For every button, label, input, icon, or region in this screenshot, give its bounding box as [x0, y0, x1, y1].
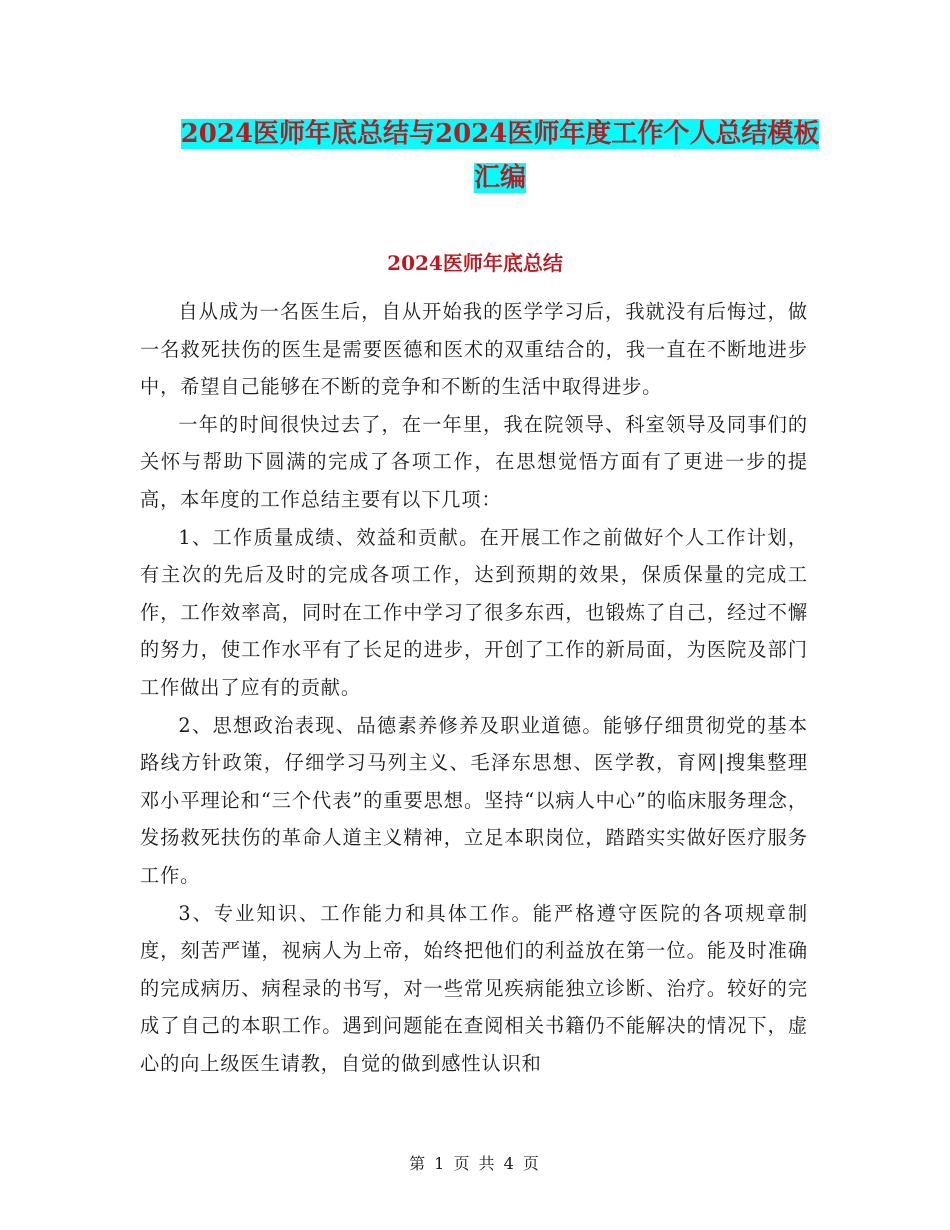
section-title: 2024医师年底总结 — [387, 251, 563, 275]
document-title-line-2: 汇编 — [473, 163, 526, 193]
page-number-footer: 第 1 页 共 4 页 — [409, 1154, 541, 1173]
paragraph-item-1: 1、工作质量成绩、效益和贡献。在开展工作之前做好个人工作计划，有主次的先后及时的完成各项工作，达到预期的效果，保质保量的完成工作，工作效率高，同时在工作中学习了很多东西，也锻炼了自己，经过不懈的努力，使工作水平有了长足的进步，开创了工作的新局面，为医院及部门工作做出了应有的贡献。 — [140, 525, 808, 699]
paragraph-overview: 一年的时间很快过去了，在一年里，我在院领导、科室领导及同事们的关怀与帮助下圆满的完成了各项工作，在思想觉悟方面有了更进一步的提高，本年度的工作总结主要有以下几项： — [140, 412, 808, 511]
document-title — [140, 112, 860, 200]
document-title-line-1: 2024医师年底总结与2024医师年度工作个人总结模板 — [180, 119, 820, 149]
paragraph-intro: 自从成为一名医生后，自从开始我的医学学习后，我就没有后悔过，做一名救死扶伤的医生是需要医德和医术的双重结合的，我一直在不断地进步中，希望自己能够在不断的竞争和不断的生活中取得进步。 — [140, 300, 808, 399]
paragraph-item-3: 3、专业知识、工作能力和具体工作。能严格遵守医院的各项规章制度，刻苦严谨，视病人为上帝，始终把他们的利益放在第一位。能及时准确的完成病历、病程录的书写，对一些常见疾病能独立诊断、治疗。较好的完成了自己的本职工作。遇到问题能在查阅相关书籍仍不能解决的情况下，虚心的向上级医生请教，自觉的做到感性认识和 — [140, 901, 808, 1075]
paragraph-item-2: 2、思想政治表现、品德素养修养及职业道德。能够仔细贯彻党的基本路线方针政策，仔细学习马列主义、毛泽东思想、医学教，育网|搜集整理邓小平理论和“三个代表”的重要思想。坚持“以病人中心”的临床服务理念，发扬救死扶伤的革命人道主义精神，立足本职岗位，踏踏实实做好医疗服务工作。 — [140, 713, 808, 887]
document-body — [140, 293, 808, 1082]
